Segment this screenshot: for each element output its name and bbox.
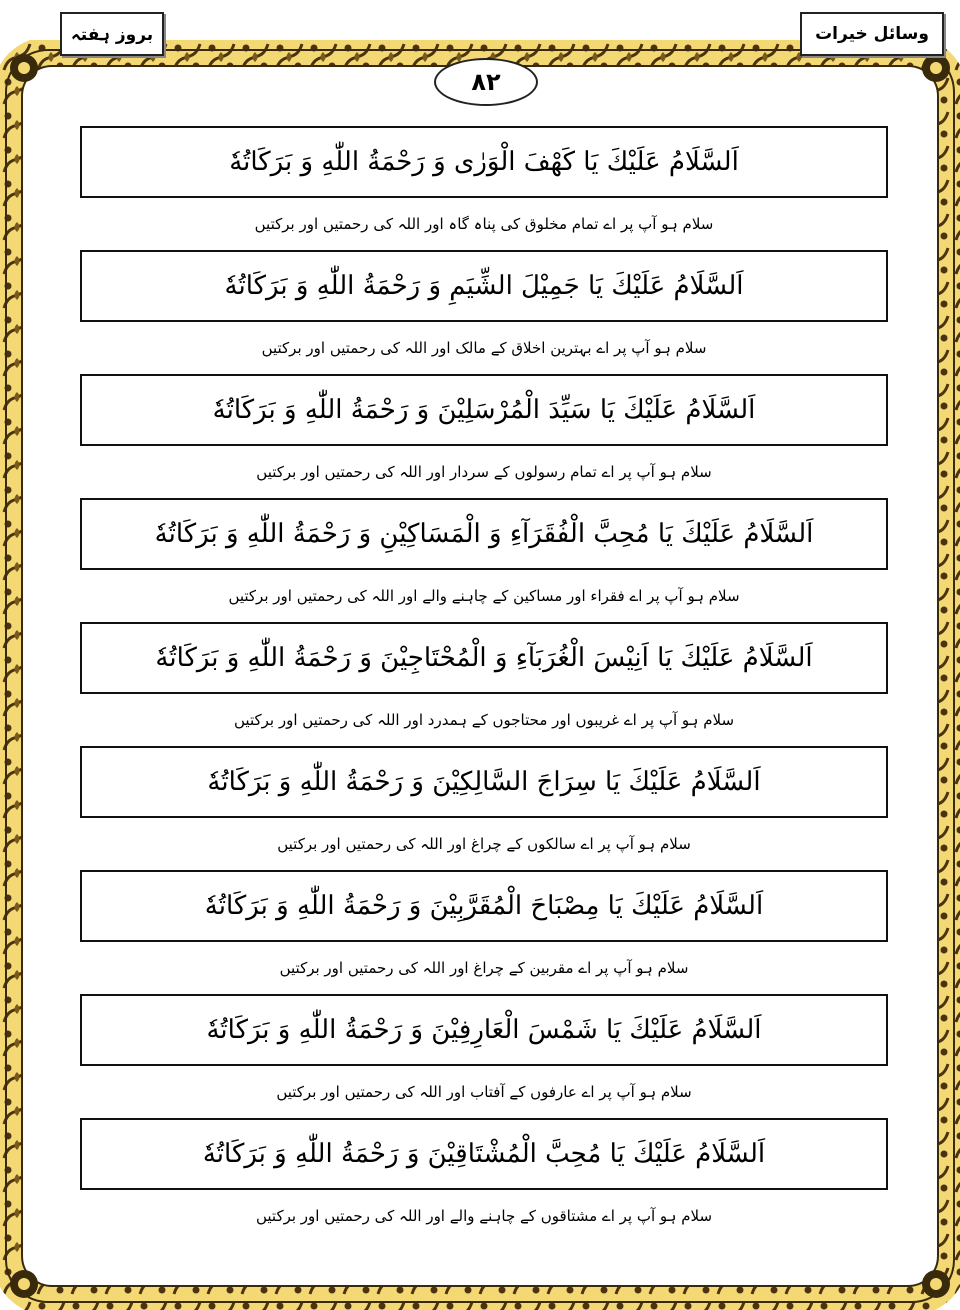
entry-1	[80, 126, 888, 250]
entry-9	[80, 1118, 888, 1242]
dua-box: اَلسَّلَامُ عَلَيْكَ يَا مُحِبَّ الْمُشْتَاقِيْنَ وَ رَحْمَةُ اللّٰهِ وَ بَرَكَاتُهٗ	[80, 1118, 888, 1190]
entry-2	[80, 250, 888, 374]
entry-5	[80, 622, 888, 746]
translation: سلام ہو آپ پر اے مقربین کے چراغ اور اللہ کی رحمتیں اور برکتیں	[279, 959, 689, 977]
entry-8	[80, 994, 888, 1118]
translation: سلام ہو آپ پر اے بہترین اخلاق کے مالک اور اللہ کی رحمتیں اور برکتیں	[261, 339, 707, 357]
translation: سلام ہو آپ پر اے غریبوں اور محتاجوں کے ہمدرد اور اللہ کی رحمتیں اور برکتیں	[234, 711, 735, 729]
entry-3	[80, 374, 888, 498]
page-number: ۸۲	[434, 58, 538, 106]
dua-box: اَلسَّلَامُ عَلَيْكَ يَا كَهْفَ الْوَرٰى وَ رَحْمَةُ اللّٰهِ وَ بَرَكَاتُهٗ	[80, 126, 888, 198]
dua-box: اَلسَّلَامُ عَلَيْكَ يَا سَيِّدَ الْمُرْسَلِيْنَ وَ رَحْمَةُ اللّٰهِ وَ بَرَكَاتُهٗ	[80, 374, 888, 446]
translation: سلام ہو آپ پر اے مشتاقوں کے چاہنے والے اور اللہ کی رحمتیں اور برکتیں	[255, 1207, 713, 1225]
translation: سلام ہو آپ پر اے فقراء اور مساکین کے چاہنے والے اور اللہ کی رحمتیں اور برکتیں	[228, 587, 740, 605]
dua-box: اَلسَّلَامُ عَلَيْكَ يَا شَمْسَ الْعَارِفِيْنَ وَ رَحْمَةُ اللّٰهِ وَ بَرَكَاتُهٗ	[80, 994, 888, 1066]
dua-box: اَلسَّلَامُ عَلَيْكَ يَا مِصْبَاحَ الْمُقَرَّبِيْنَ وَ رَحْمَةُ اللّٰهِ وَ بَرَكَاتُهٗ	[80, 870, 888, 942]
dua-box: اَلسَّلَامُ عَلَيْكَ يَا اَنِيْسَ الْغُرَبَآءِ وَ الْمُحْتَاجِيْنَ وَ رَحْمَةُ اللّٰهِ وَ بَرَكَاتُهٗ	[80, 622, 888, 694]
entry-4	[80, 498, 888, 622]
dua-box: اَلسَّلَامُ عَلَيْكَ يَا مُحِبَّ الْفُقَرَآءِ وَ الْمَسَاكِيْنِ وَ رَحْمَةُ اللّٰهِ وَ بَرَكَاتُهٗ	[80, 498, 888, 570]
book-title-label: وسائل خیرات	[800, 12, 944, 56]
entry-7	[80, 870, 888, 994]
translation: سلام ہو آپ پر اے عارفوں کے آفتاب اور اللہ کی رحمتیں اور برکتیں	[276, 1083, 692, 1101]
dua-list	[80, 126, 888, 1242]
dua-box: اَلسَّلَامُ عَلَيْكَ يَا سِرَاجَ السَّالِكِيْنَ وَ رَحْمَةُ اللّٰهِ وَ بَرَكَاتُهٗ	[80, 746, 888, 818]
translation: سلام ہو آپ پر اے تمام رسولوں کے سردار اور اللہ کی رحمتیں اور برکتیں	[256, 463, 712, 481]
translation: سلام ہو آپ پر اے تمام مخلوق کی پناہ گاہ اور اللہ کی رحمتیں اور برکتیں	[254, 215, 714, 233]
entry-6	[80, 746, 888, 870]
day-label: بروز ہفتہ	[60, 12, 164, 56]
translation: سلام ہو آپ پر اے سالکوں کے چراغ اور اللہ کی رحمتیں اور برکتیں	[277, 835, 691, 853]
dua-box: اَلسَّلَامُ عَلَيْكَ يَا جَمِيْلَ الشِّيَمِ وَ رَحْمَةُ اللّٰهِ وَ بَرَكَاتُهٗ	[80, 250, 888, 322]
